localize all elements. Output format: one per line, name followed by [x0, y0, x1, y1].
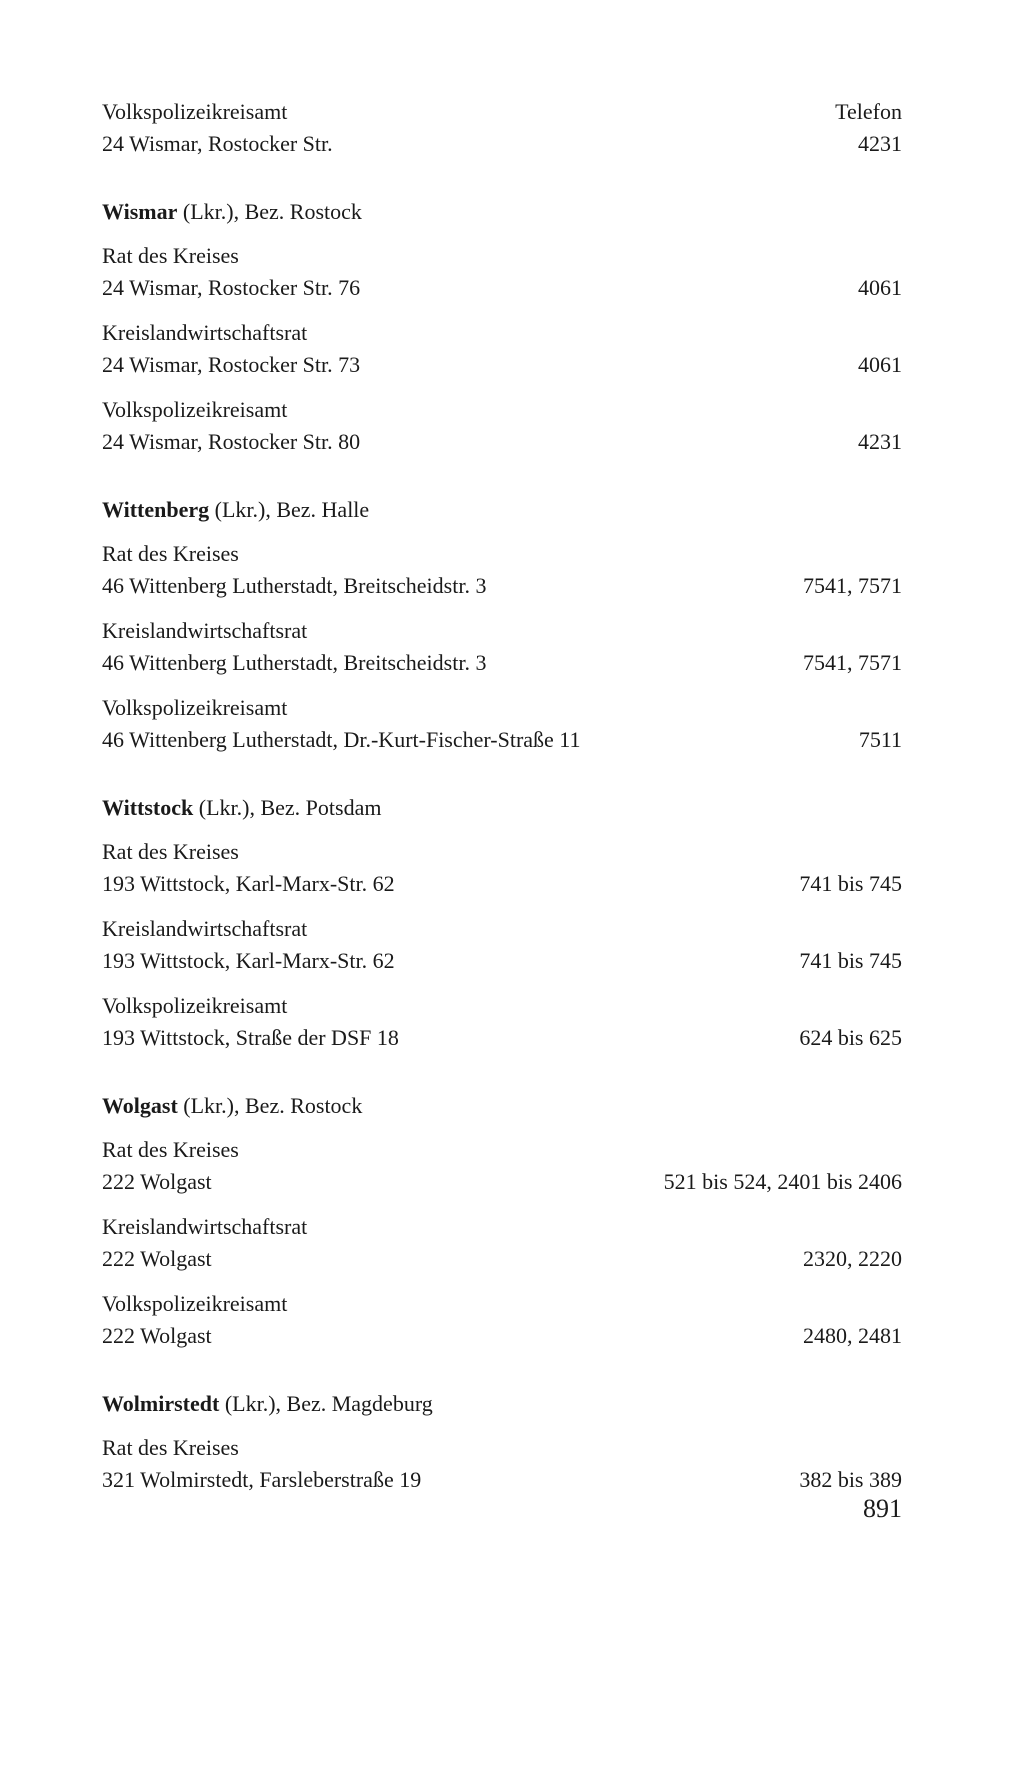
town-name: Wolgast [102, 1093, 178, 1118]
list-item [102, 990, 902, 1054]
entry-row [102, 724, 902, 756]
entry-address: 193 Wittstock, Straße der DSF 18 [102, 1025, 399, 1050]
entry-row [102, 868, 902, 900]
district-info: (Lkr.), Bez. Potsdam [193, 795, 382, 820]
list-item [102, 913, 902, 977]
entry-address: 222 Wolgast [102, 1169, 212, 1194]
list-item [102, 692, 902, 756]
district-info: (Lkr.), Bez. Halle [209, 497, 370, 522]
entry-label: Volkspolizeikreisamt [102, 993, 288, 1018]
entry-row [102, 647, 902, 679]
entry-address: 193 Wittstock, Karl-Marx-Str. 62 [102, 948, 395, 973]
entry-label: Rat des Kreises [102, 1137, 239, 1162]
intro-label-row [102, 96, 902, 128]
town-name: Wittenberg [102, 497, 210, 522]
entry-phone: 624 bis 625 [799, 1025, 902, 1050]
list-item [102, 538, 902, 602]
entry-address: 321 Wolmirstedt, Farsleberstraße 19 [102, 1467, 422, 1492]
entry-address: 24 Wismar, Rostocker Str. [102, 131, 333, 156]
entry-label: Rat des Kreises [102, 243, 239, 268]
entry-address: 24 Wismar, Rostocker Str. 76 [102, 275, 361, 300]
district-info: (Lkr.), Bez. Magdeburg [219, 1391, 433, 1416]
list-item [102, 240, 902, 304]
entry-address: 222 Wolgast [102, 1323, 212, 1348]
section-wittstock [102, 792, 902, 1054]
entry-phone: 4061 [858, 352, 902, 377]
intro-entry [102, 96, 902, 160]
list-item [102, 836, 902, 900]
entry-label: Volkspolizeikreisamt [102, 695, 288, 720]
entry-address: 46 Wittenberg Lutherstadt, Breitscheidstr. 3 [102, 650, 487, 675]
entry-row [102, 1166, 902, 1198]
list-item [102, 615, 902, 679]
town-name: Wittstock [102, 795, 194, 820]
list-item [102, 317, 902, 381]
section-heading [102, 1388, 902, 1420]
section-wolmirstedt [102, 1388, 902, 1496]
entry-row [102, 570, 902, 602]
entry-phone: 4231 [858, 131, 902, 156]
section-wismar [102, 196, 902, 458]
entry-label: Volkspolizeikreisamt [102, 1291, 288, 1316]
list-item [102, 1432, 902, 1496]
town-name: Wolmirstedt [102, 1391, 220, 1416]
entry-phone: 2320, 2220 [803, 1246, 902, 1271]
entry-row [102, 1022, 902, 1054]
entry-address: 222 Wolgast [102, 1246, 212, 1271]
list-item [102, 394, 902, 458]
entry-phone: 7541, 7571 [803, 650, 902, 675]
entry-label: Kreislandwirtschaftsrat [102, 1214, 308, 1239]
entry-row [102, 1320, 902, 1352]
entry-label: Volkspolizeikreisamt [102, 397, 288, 422]
district-info: (Lkr.), Bez. Rostock [177, 199, 362, 224]
entry-address: 46 Wittenberg Lutherstadt, Dr.-Kurt-Fischer-Straße 11 [102, 727, 581, 752]
entry-phone: 521 bis 524, 2401 bis 2406 [663, 1169, 902, 1194]
entry-phone: 7541, 7571 [803, 573, 902, 598]
intro-address-row [102, 128, 902, 160]
entry-address: 24 Wismar, Rostocker Str. 80 [102, 429, 361, 454]
list-item [102, 1211, 902, 1275]
entry-address: 24 Wismar, Rostocker Str. 73 [102, 352, 361, 377]
section-heading [102, 1090, 902, 1122]
entry-phone: 382 bis 389 [799, 1467, 902, 1492]
entry-label: Kreislandwirtschaftsrat [102, 916, 308, 941]
entry-address: 193 Wittstock, Karl-Marx-Str. 62 [102, 871, 395, 896]
entry-phone: 7511 [858, 727, 902, 752]
entry-row [102, 426, 902, 458]
entry-label: Rat des Kreises [102, 1435, 239, 1460]
entry-row [102, 1243, 902, 1275]
column-header-telefon: Telefon [835, 99, 902, 124]
entry-label: Rat des Kreises [102, 541, 239, 566]
section-heading [102, 494, 902, 526]
entry-label: Rat des Kreises [102, 839, 239, 864]
entry-phone: 741 bis 745 [799, 948, 902, 973]
entry-row [102, 272, 902, 304]
entry-label: Kreislandwirtschaftsrat [102, 618, 308, 643]
entry-row [102, 945, 902, 977]
directory-page [102, 96, 902, 1509]
list-item [102, 1288, 902, 1352]
page-number: 891 [863, 1494, 902, 1523]
list-item [102, 1134, 902, 1198]
section-heading [102, 196, 902, 228]
section-wolgast [102, 1090, 902, 1352]
entry-phone: 4061 [858, 275, 902, 300]
entry-row [102, 349, 902, 381]
entry-label: Volkspolizeikreisamt [102, 99, 288, 124]
section-wittenberg [102, 494, 902, 756]
entry-phone: 4231 [858, 429, 902, 454]
section-heading [102, 792, 902, 824]
entry-phone: 741 bis 745 [799, 871, 902, 896]
entry-address: 46 Wittenberg Lutherstadt, Breitscheidstr. 3 [102, 573, 487, 598]
town-name: Wismar [102, 199, 178, 224]
district-info: (Lkr.), Bez. Rostock [177, 1093, 363, 1118]
entry-phone: 2480, 2481 [803, 1323, 902, 1348]
entry-row [102, 1464, 902, 1496]
entry-label: Kreislandwirtschaftsrat [102, 320, 308, 345]
